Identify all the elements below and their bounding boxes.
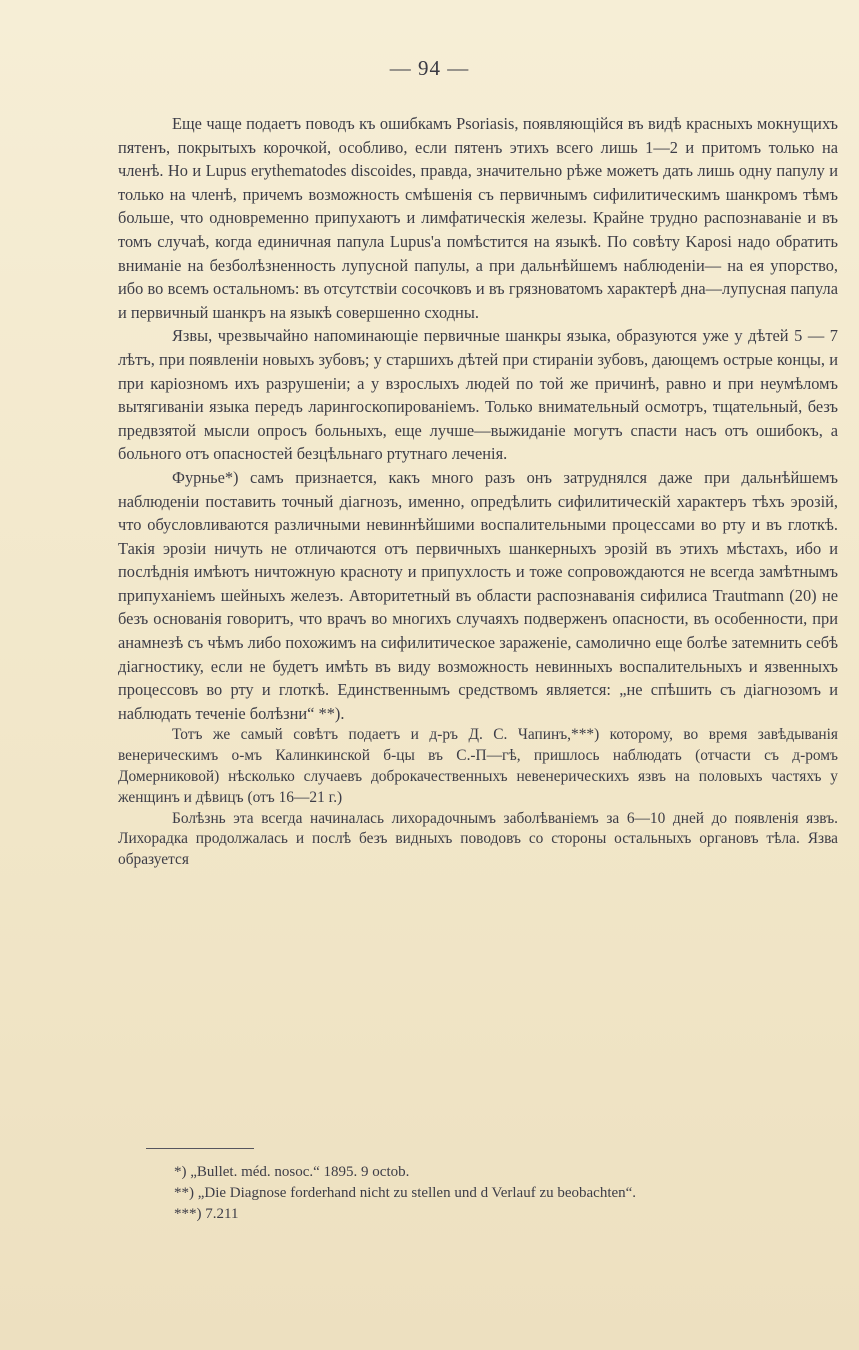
footnote-2: **) „Die Diagnose forderhand nicht zu stellen und d Verlauf zu beobachten“. [174,1185,637,1201]
paragraph-fournier: Фурнье*) самъ признается, какъ много разъ онъ затруднялся даже при дальнѣйшемъ наблюденіи поставить точный діагнозъ, именно, опредѣлить сифилитическій характеръ тѣхъ эрозій, что обусловливаются различными невиннѣйшими воспалительными процессами во рту и въ глоткѣ. Такія эрозіи ничуть не отличаются отъ первичныхъ шанкерныхъ эрозій въ этихъ мѣстахъ, ибо и послѣднія имѣютъ ничтожную красноту и припухлость и тоже сопровождаются не всегда замѣтнымъ припуханіемъ шейныхъ железъ. Авторитетный въ области распознаванія сифилиса Trautmann (20) не безъ основанія говоритъ, что врачъ во многихъ случаяхъ подверженъ опасности, въ особенности, при анамнезѣ съ чѣмъ либо похожимъ на сифилитическое зараженіе, самолично еще болѣе затемнить себѣ діагностику, если не будетъ имѣть въ виду возможность невинныхъ воспалительныхъ и язвенныхъ процессовъ во рту и глоткѣ. Единственнымъ средствомъ является: „не спѣшить съ діагнозомъ и наблюдать теченіе болѣзни“ **). [118,467,838,723]
body-text [118,112,838,871]
footnote-3: ***) 7.211 [174,1206,239,1222]
paragraph-chapin: Тотъ же самый совѣтъ подаетъ и д-ръ Д. С. Чапинъ,***) которому, во время завѣдыванія венерическимъ о-мъ Калинкинской б-цы въ С.-П—гѣ, пришлось наблюдать (отчасти съ д-ромъ Домерниковой) нѣсколько случаевъ доброкачественныхъ невенерическихъ язвъ на половыхъ частяхъ у женщинъ и дѣвицъ (отъ 16—21 г.) [118,726,838,806]
footnote-1: *) „Bullet. méd. nosoc.“ 1895. 9 octob. [174,1164,410,1180]
paragraph-tongue-ulcers: Язвы, чрезвычайно напоминающіе первичные шанкры языка, образуются уже у дѣтей 5 — 7 лѣтъ, при появленіи новыхъ зубовъ; у старшихъ дѣтей при стираніи зубовъ, дающемъ острые концы, и при каріозномъ ихъ разрушеніи; а у взрослыхъ людей по той же причинѣ, равно и при неумѣломъ вытягиваніи языка передъ ларингоскопированіемъ. Только внимательный осмотръ, тщательный, безъ предвзятой мысли опросъ больныхъ, еще лучше—выжиданіе могутъ спасти насъ отъ ошибокъ, а больного отъ опасностей безцѣльнаго ртутнаго леченія. [118,326,838,464]
footnotes [118,1162,838,1225]
footnote-divider [146,1148,254,1149]
paragraph-psoriasis-lupus: Еще чаще подаетъ поводъ къ ошибкамъ Psoriasis, появляющійся въ видѣ красныхъ мокнущихъ пятенъ, покрытыхъ корочкой, особливо, если пятенъ этихъ всего лишь 1—2 и притомъ только на членѣ. Но и Lupus erythematodes discoides, правда, значительно рѣже можетъ дать лишь одну папулу и только на членѣ, причемъ возможность смѣшенія съ первичнымъ сифилитическимъ шанкромъ тѣмъ больше, что одновременно припухаютъ и лимфатическія железы. Крайне трудно распознаваніе и въ томъ случаѣ, когда единичная папула Lupus'a помѣстится на языкѣ. По совѣту Kaposi надо обратить вниманіе на безболѣзненность лупусной папулы, а при дальнѣйшемъ наблюденіи— на ея упорство, ибо во всемъ остальномъ: въ отсутствіи сосочковъ и въ грязноватомъ характерѣ дна—лупусная папула и первичный шанкръ на языкѣ совершенно сходны. [118,114,838,322]
page-number: — 94 — [389,56,470,80]
paragraph-disease-course: Болѣзнь эта всегда начиналась лихорадочнымъ заболѣваніемъ за 6—10 дней до появленія язвъ. Лихорадка продолжалась и послѣ безъ видныхъ поводовъ со стороны остальныхъ органовъ тѣла. Язва образуется [118,809,838,869]
